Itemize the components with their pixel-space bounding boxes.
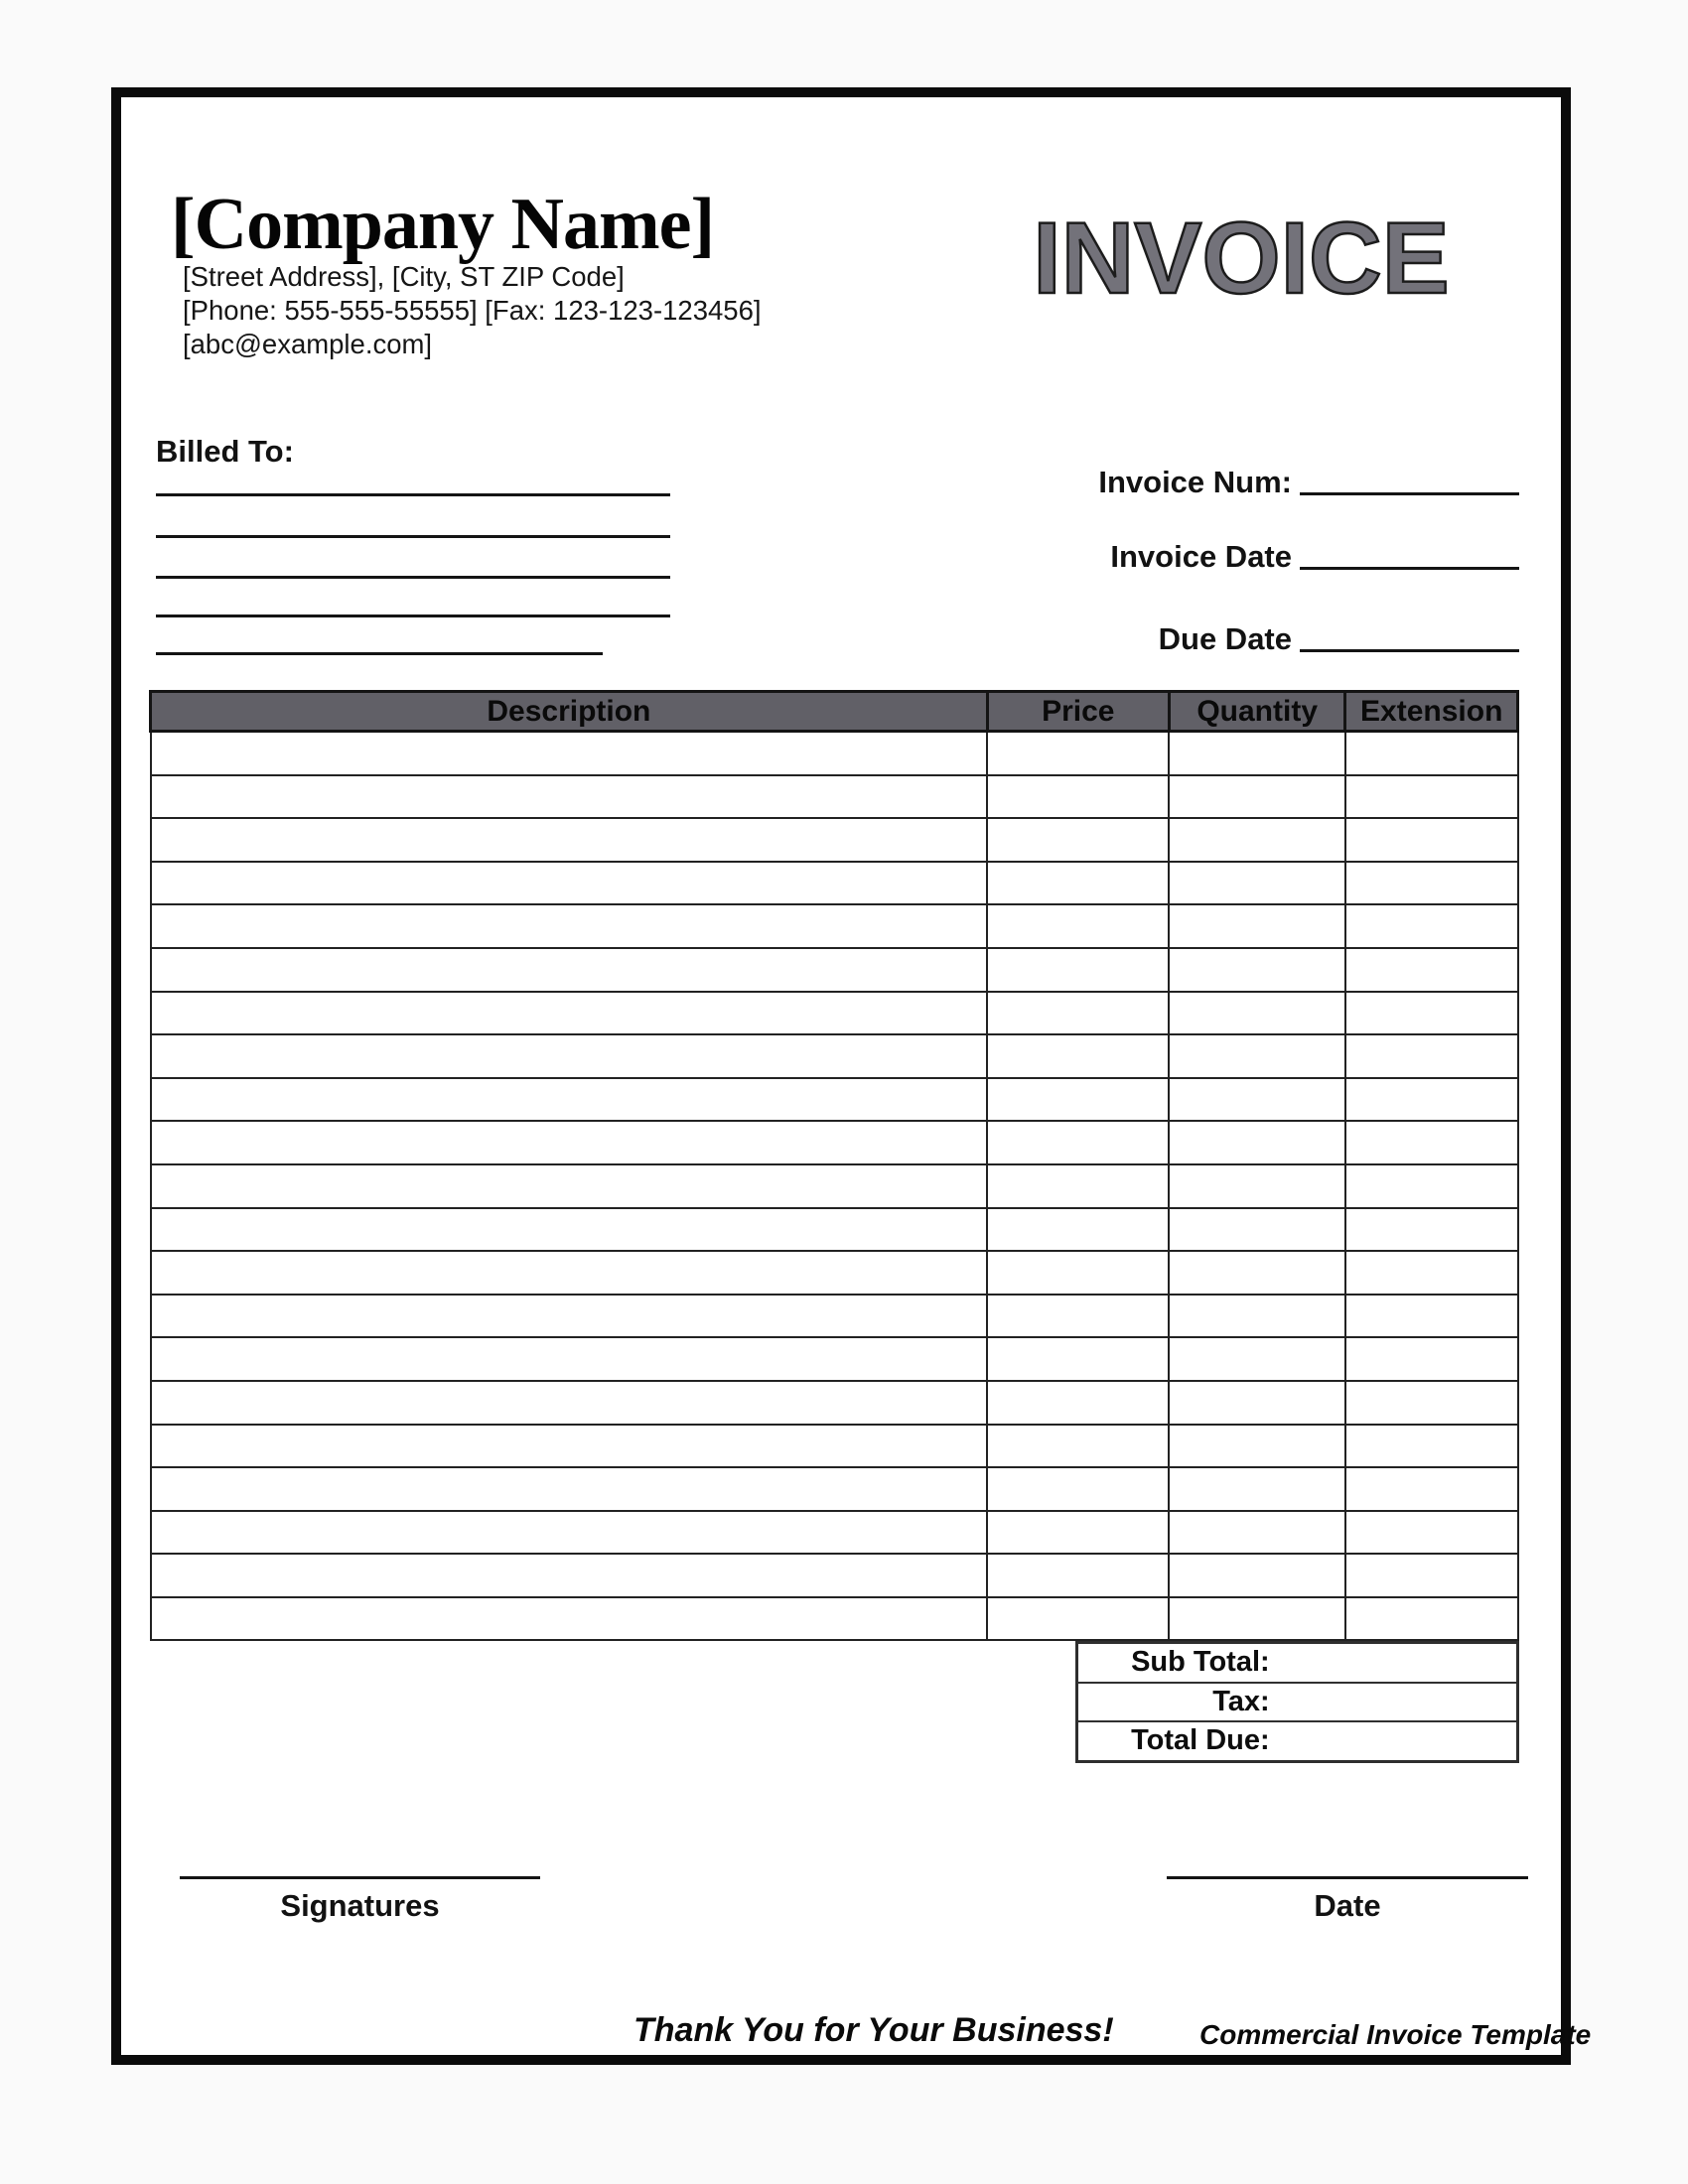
sub-total-value xyxy=(1298,1643,1518,1683)
table-row xyxy=(151,1251,1518,1295)
table-cell xyxy=(987,1425,1169,1468)
billed-to-blank-line xyxy=(156,576,670,579)
thank-you-text: Thank You for Your Business! xyxy=(633,2011,1114,2049)
totals-row xyxy=(1077,1721,1518,1761)
table-cell xyxy=(987,1208,1169,1252)
totals-row xyxy=(1077,1643,1518,1683)
table-cell xyxy=(987,775,1169,819)
signatures-blank-line xyxy=(180,1876,540,1879)
table-row xyxy=(151,1337,1518,1381)
table-cell xyxy=(1345,1554,1518,1597)
table-cell xyxy=(987,1337,1169,1381)
table-cell xyxy=(1169,1295,1345,1338)
line-items-table xyxy=(149,690,1519,1641)
table-cell xyxy=(1169,1121,1345,1164)
table-cell xyxy=(987,948,1169,992)
table-cell xyxy=(987,1295,1169,1338)
table-cell xyxy=(987,904,1169,948)
due-date-row xyxy=(993,621,1519,657)
totals-row xyxy=(1077,1683,1518,1722)
table-cell xyxy=(1345,862,1518,905)
table-cell xyxy=(1345,1597,1518,1641)
table-row xyxy=(151,732,1518,775)
table-cell xyxy=(151,1467,988,1511)
table-cell xyxy=(1169,818,1345,862)
table-header-row xyxy=(151,692,1518,732)
table-row xyxy=(151,1164,1518,1208)
billed-to-blank-line xyxy=(156,535,670,538)
table-cell xyxy=(1345,1208,1518,1252)
totals-table xyxy=(1075,1641,1519,1763)
invoice-num-label: Invoice Num: xyxy=(1098,465,1292,499)
table-cell xyxy=(987,1467,1169,1511)
invoice-date-blank-line xyxy=(1300,567,1519,570)
tax-value xyxy=(1298,1683,1518,1722)
table-cell xyxy=(1169,732,1345,775)
table-cell xyxy=(1345,1337,1518,1381)
table-cell xyxy=(987,1597,1169,1641)
table-cell xyxy=(151,1208,988,1252)
table-row xyxy=(151,775,1518,819)
table-row xyxy=(151,1511,1518,1555)
company-address xyxy=(183,260,762,361)
table-cell xyxy=(151,1078,988,1122)
table-cell xyxy=(151,992,988,1035)
table-cell xyxy=(1345,1034,1518,1078)
table-cell xyxy=(1169,1381,1345,1425)
table-cell xyxy=(1169,775,1345,819)
table-cell xyxy=(1345,1078,1518,1122)
table-cell xyxy=(151,1425,988,1468)
column-header-extension: Extension xyxy=(1345,692,1518,732)
table-cell xyxy=(987,1034,1169,1078)
table-cell xyxy=(987,862,1169,905)
table-cell xyxy=(151,1337,988,1381)
table-cell xyxy=(1169,1554,1345,1597)
total-due-value xyxy=(1298,1721,1518,1761)
column-header-description: Description xyxy=(151,692,988,732)
table-cell xyxy=(151,1034,988,1078)
table-cell xyxy=(151,1597,988,1641)
table-cell xyxy=(1169,1425,1345,1468)
table-cell xyxy=(1169,1164,1345,1208)
table-cell xyxy=(151,1164,988,1208)
table-row xyxy=(151,862,1518,905)
table-row xyxy=(151,1597,1518,1641)
table-row xyxy=(151,1078,1518,1122)
table-cell xyxy=(987,1511,1169,1555)
signatures-label: Signatures xyxy=(280,1888,440,1923)
table-cell xyxy=(151,862,988,905)
table-cell xyxy=(151,904,988,948)
table-cell xyxy=(1169,1251,1345,1295)
table-cell xyxy=(987,1121,1169,1164)
table-cell xyxy=(1169,1597,1345,1641)
company-address-line: [abc@example.com] xyxy=(183,329,433,359)
invoice-date-label: Invoice Date xyxy=(1110,539,1292,574)
table-row xyxy=(151,1381,1518,1425)
table-cell xyxy=(151,1251,988,1295)
table-cell xyxy=(1169,862,1345,905)
table-cell xyxy=(1169,904,1345,948)
tax-label: Tax: xyxy=(1077,1683,1298,1722)
table-cell xyxy=(1345,732,1518,775)
table-cell xyxy=(987,1251,1169,1295)
table-cell xyxy=(1169,1337,1345,1381)
table-cell xyxy=(1345,1381,1518,1425)
due-date-label: Due Date xyxy=(1158,621,1292,656)
table-cell xyxy=(1345,1164,1518,1208)
table-row xyxy=(151,1208,1518,1252)
table-cell xyxy=(1169,1467,1345,1511)
column-header-quantity: Quantity xyxy=(1169,692,1345,732)
invoice-title: INVOICE xyxy=(1033,202,1450,315)
table-cell xyxy=(1169,1034,1345,1078)
total-due-label: Total Due: xyxy=(1077,1721,1298,1761)
table-cell xyxy=(987,732,1169,775)
table-cell xyxy=(1169,1078,1345,1122)
table-cell xyxy=(1345,1295,1518,1338)
invoice-num-blank-line xyxy=(1300,492,1519,495)
table-cell xyxy=(987,1078,1169,1122)
table-cell xyxy=(1345,1511,1518,1555)
company-address-line: [Street Address], [City, ST ZIP Code] xyxy=(183,261,625,292)
table-cell xyxy=(987,1381,1169,1425)
table-cell xyxy=(151,1381,988,1425)
table-cell xyxy=(1345,948,1518,992)
table-row xyxy=(151,1034,1518,1078)
table-cell xyxy=(151,1121,988,1164)
company-name: [Company Name] xyxy=(171,184,715,265)
table-row xyxy=(151,904,1518,948)
table-cell xyxy=(1169,1511,1345,1555)
table-cell xyxy=(987,992,1169,1035)
table-cell xyxy=(987,818,1169,862)
table-cell xyxy=(1169,948,1345,992)
table-cell xyxy=(1345,992,1518,1035)
table-cell xyxy=(987,1164,1169,1208)
billed-to-blank-line xyxy=(156,652,603,655)
table-cell xyxy=(1345,1425,1518,1468)
table-cell xyxy=(1169,992,1345,1035)
invoice-num-row xyxy=(993,465,1519,500)
table-row xyxy=(151,1121,1518,1164)
date-label: Date xyxy=(1314,1888,1381,1923)
template-name-text: Commercial Invoice Template xyxy=(1199,2019,1592,2050)
table-cell xyxy=(1345,1251,1518,1295)
date-blank-line xyxy=(1167,1876,1528,1879)
table-cell xyxy=(1345,818,1518,862)
sub-total-label: Sub Total: xyxy=(1077,1643,1298,1683)
due-date-blank-line xyxy=(1300,649,1519,652)
table-cell xyxy=(1345,1121,1518,1164)
table-cell xyxy=(151,732,988,775)
invoice-date-row xyxy=(993,539,1519,575)
table-row xyxy=(151,948,1518,992)
table-cell xyxy=(987,1554,1169,1597)
column-header-price: Price xyxy=(987,692,1169,732)
table-cell xyxy=(151,818,988,862)
table-cell xyxy=(1345,1467,1518,1511)
table-row xyxy=(151,1554,1518,1597)
table-row xyxy=(151,992,1518,1035)
table-cell xyxy=(151,1295,988,1338)
table-cell xyxy=(1345,904,1518,948)
billed-to-blank-line xyxy=(156,493,670,496)
table-cell xyxy=(151,1511,988,1555)
table-row xyxy=(151,1467,1518,1511)
table-cell xyxy=(1169,1208,1345,1252)
billed-to-label: Billed To: xyxy=(156,434,294,469)
table-cell xyxy=(151,948,988,992)
table-body xyxy=(151,732,1518,1641)
billed-to-blank-line xyxy=(156,614,670,617)
table-row xyxy=(151,1295,1518,1338)
table-row xyxy=(151,818,1518,862)
table-cell xyxy=(151,1554,988,1597)
table-cell xyxy=(151,775,988,819)
table-row xyxy=(151,1425,1518,1468)
table-cell xyxy=(1345,775,1518,819)
company-address-line: [Phone: 555-555-55555] [Fax: 123-123-123456] xyxy=(183,295,762,326)
